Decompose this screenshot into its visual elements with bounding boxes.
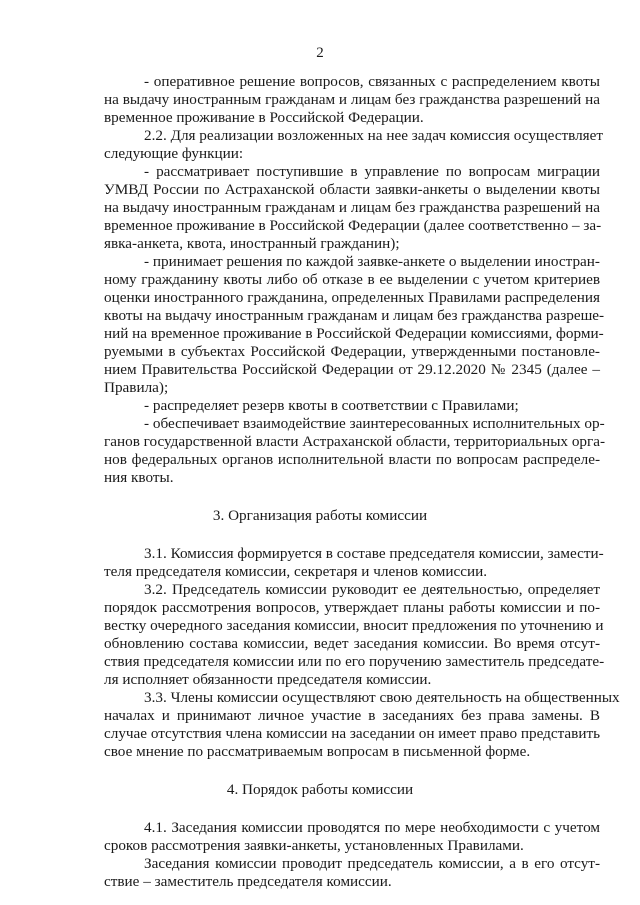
text-line: ний на временное проживание в Российской Федерации комиссиями, форми- [104,325,604,342]
text-line: нием Правительства Российской Федерации от 29.12.2020 № 2345 (далее – [104,361,600,378]
text-line: квоты на выдачу иностранным гражданам и лицам без гражданства разреше- [104,307,605,324]
text-line: - рассматривает поступившие в управление по вопросам миграции [144,163,600,180]
text-line: Правила); [104,379,169,396]
text-line: - принимает решения по каждой заявке-анкете о выделении иностран- [144,253,600,270]
text-line: ля исполняет обязанности председателя комиссии. [104,671,432,688]
text-line: свое мнение по рассматриваемым вопросам в письменной форме. [104,743,531,760]
text-line: руемыми в субъектах Российской Федерации, утвержденными постановле- [104,343,600,360]
text-line: порядок рассмотрения вопросов, утверждает планы работы комиссии и по- [104,599,600,616]
text-line: ствие – заместитель председателя комиссии. [104,873,392,890]
text-line: случае отсутствия члена комиссии на заседании он имеет право представить [104,725,601,742]
text-line: временное проживание в Российской Федерации (далее соответственно – за- [104,217,602,234]
text-line: Заседания комиссии проводит председатель комиссии, а в его отсут- [144,855,600,872]
text-line: ствия председателя комиссии или по его поручению заместитель председате- [104,653,605,670]
text-line: на выдачу иностранным гражданам и лицам без гражданства разрешений на [104,199,600,216]
text-line: явка-анкета, квота, иностранный гражданин); [104,235,400,252]
section-4-heading: 4. Порядок работы комиссии [226,781,414,798]
text-line: УМВД России по Астраханской области заявки-анкеты о выделении квоты [104,181,600,198]
text-line: началах и принимают личное участие в заседаниях без права замены. В [104,707,600,724]
text-line: 2.2. Для реализации возложенных на нее задач комиссия осуществляет [144,127,604,144]
text-line: 3.3. Члены комиссии осуществляют свою деятельность на общественных [144,689,620,706]
text-line: - обеспечивает взаимодействие заинтересованных исполнительных ор- [144,415,605,432]
text-line: оценки иностранного гражданина, определенных Правилами распределения [104,289,600,306]
text-line: нов федеральных органов исполнительной власти по вопросам распределе- [104,451,600,468]
text-line: ганов государственной власти Астраханской области, территориальных орга- [104,433,606,450]
text-line: на выдачу иностранным гражданам и лицам без гражданства разрешений на [104,91,600,108]
text-line: временное проживание в Российской Федерации. [104,109,424,126]
text-line: ния квоты. [104,469,174,486]
section-3-heading: 3. Организация работы комиссии [212,507,428,524]
text-line: вестку очередного заседания комиссии, вносит предложения по уточнению и [104,617,604,634]
text-line: 3.1. Комиссия формируется в составе председателя комиссии, замести- [144,545,604,562]
text-line: обновлению состава комиссии, ведет заседания комиссии. Во время отсут- [104,635,600,652]
page-number: 2 [316,45,324,61]
text-line: следующие функции: [104,145,244,162]
text-line: - распределяет резерв квоты в соответствии с Правилами; [144,397,519,414]
text-line: теля председателя комиссии, секретаря и членов комиссии. [104,563,488,580]
text-line: ному гражданину квоты либо об отказе в ее выделении с учетом критериев [104,271,600,288]
text-line: - оперативное решение вопросов, связанных с распределением квоты [144,73,600,90]
text-line: 4.1. Заседания комиссии проводятся по мере необходимости с учетом [144,819,600,836]
text-line: сроков рассмотрения заявки-анкеты, установленных Правилами. [104,837,524,854]
text-line: 3.2. Председатель комиссии руководит ее деятельностью, определяет [144,581,600,598]
